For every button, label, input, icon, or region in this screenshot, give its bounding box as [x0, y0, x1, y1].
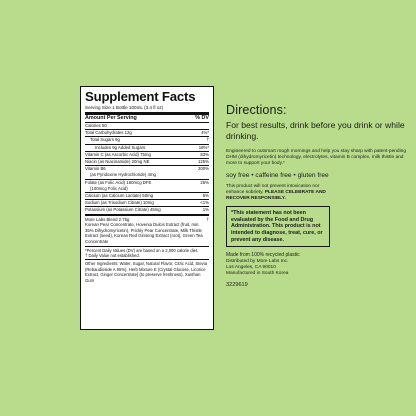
facts-title: Supplement Facts	[85, 89, 196, 104]
nutrient-label: Total Sugars 9g	[90, 137, 120, 143]
fda-disclaimer-box: *This statement has not been evaluated by the Food and Drug Administration. This product is not intended to diagnose, treat, cure, or prevent any disease.	[226, 206, 330, 247]
nutrient-label: Vitamin C (as Ascorbic Acid) 75mg	[85, 151, 151, 157]
blend-label: More Labs Blend 2.75g	[85, 216, 130, 222]
other-ingredients: Other Ingredients: Water, Sugar, Natural Flavor, Citric Acid, Stevia (Rebaudioside A 95%), Herb Mixture E (Crystal Glucose, Licorice Extract, Ginger Concentrate) (to preserve freshness), Xanthan Gum	[85, 261, 208, 283]
serving-size: Serving Size 1 Bottle 100mL (3.4 fl oz)	[85, 105, 209, 115]
nutrient-row	[85, 123, 209, 130]
daily-value-label: % DV	[195, 115, 209, 121]
warning-bold: PLEASE CELEBRATE AND RECOVER RESPONSIBLY.	[226, 189, 326, 202]
nutrient-rows	[85, 123, 209, 216]
nutrient-dv: 5%	[202, 193, 209, 199]
distributor-line: Distributed by More Labs Inc.	[226, 258, 289, 264]
directions-section	[226, 103, 406, 289]
facts-header	[85, 115, 209, 123]
nutrient-label: Calcium (as Calcium Lactate) 50mg	[85, 193, 154, 199]
warning-plain: This product will not prevent intoxication nor enhance sobriety.	[226, 183, 320, 195]
product-code: 3229619	[226, 282, 248, 289]
proprietary-blend	[85, 216, 209, 247]
footnotes	[85, 247, 209, 261]
nutrient-dv: 200%	[198, 166, 209, 172]
nutrient-label: (as Pyridoxine Hydrochloride) 4mg	[90, 172, 156, 178]
nutrient-dv: 4%*	[201, 130, 209, 136]
directions-body: Engineered to outsmart rough mornings and help you stay sharp with patent-pending DHM (dihydromyricetin) technology, electrolytes, vitamin B complex, milk thistle and more to support your body.*	[226, 149, 406, 167]
nutrient-label: Niacin (as Niacinamide) 20mg NE	[85, 159, 150, 165]
recycled-plastic-note: Made from 100% recycled plastic	[226, 252, 300, 259]
footnote-dv: *Percent Daily Values (DV) are based on a 2,000 calorie diet.	[85, 247, 199, 253]
nutrient-label: Folate (as Folic Acid) 160mcg DFE	[85, 179, 152, 185]
manufactured-in: Manufactured in South Korea	[226, 271, 289, 276]
amount-per-serving-label: Amount Per Serving	[85, 115, 137, 121]
nutrient-dv: 25%	[200, 179, 209, 185]
directions-title: Directions:	[226, 103, 287, 117]
nutrient-row	[85, 207, 209, 215]
nutrient-row	[85, 200, 209, 207]
nutrient-row	[85, 145, 209, 152]
nutrient-dv: 125%	[198, 159, 209, 165]
nutrient-row	[85, 186, 209, 193]
nutrient-label: Calories 50	[85, 123, 107, 128]
free-from-line: soy free • caffeine free • gluten free	[226, 171, 329, 179]
nutrient-dv: 18%*	[198, 144, 209, 150]
nutrient-label: Includes 9g Added Sugars	[95, 144, 146, 150]
blend-ingredients: Korean Pear Concentrate, Hovenia Dulcis Extract (fruit, min. 35% Dihydromyricetin), Prickly Pear Concentrate, Milk Thistle Extract (seed), Korean Red Ginseng Extract (root), Green Tea Concentrate	[85, 222, 203, 245]
nutrient-row	[85, 193, 209, 200]
nutrient-label: Vitamin B6	[85, 166, 106, 172]
nutrient-dv: 83%	[200, 151, 209, 157]
nutrient-label: Sodium (as Trisodium Citrate) 10mg	[85, 200, 154, 206]
nutrient-label: Total Carbohydrates 12g	[85, 130, 132, 136]
footnote-dagger: † Daily Value not established.	[85, 253, 140, 259]
nutrient-row	[85, 137, 209, 144]
nutrient-row	[85, 172, 209, 179]
nutrient-dv: †	[206, 137, 209, 143]
nutrient-row	[85, 152, 209, 159]
nutrient-dv: <1%	[200, 200, 209, 206]
nutrient-row	[85, 130, 209, 137]
nutrient-label: Potassium (as Potassium Citrate) 45mg	[85, 207, 161, 213]
nutrient-row	[85, 159, 209, 166]
directions-lead: For best results, drink before you drink or while drinking.	[226, 120, 405, 141]
nutrient-dv: 1%	[202, 207, 209, 213]
blend-value: †	[206, 216, 209, 222]
distributor-city: Los Angeles, CA 90010	[226, 264, 276, 270]
nutrient-label: (100mcg Folic Acid)	[90, 185, 128, 191]
warning-text	[226, 184, 336, 203]
supplement-facts-panel	[80, 86, 214, 330]
